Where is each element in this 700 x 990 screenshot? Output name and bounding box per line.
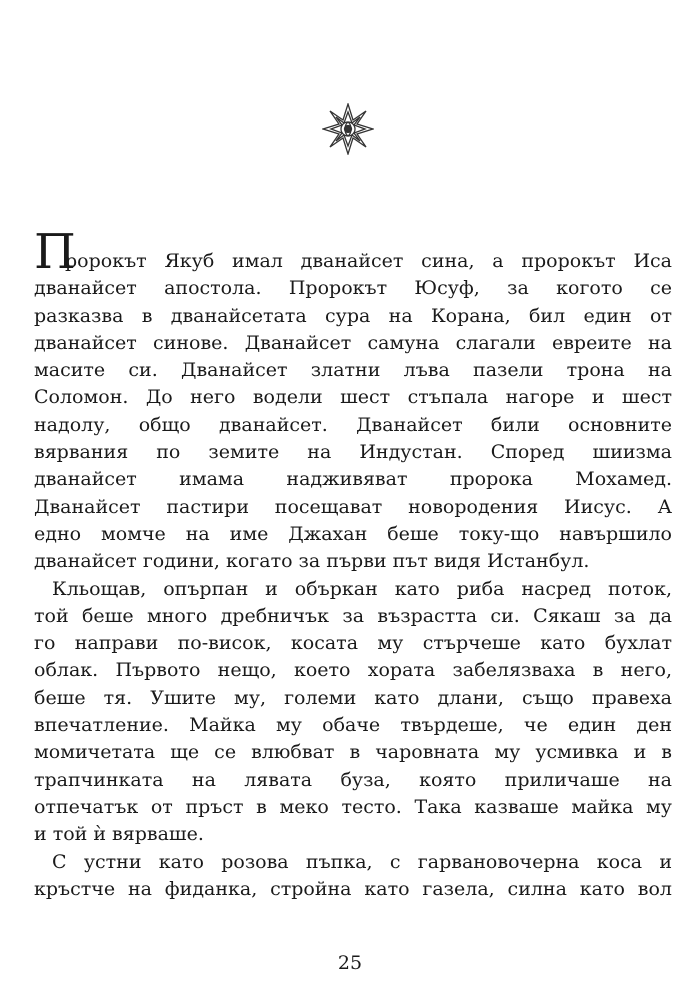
text-line: кръстче на фиданка, стройна като газела, силна като вол — [34, 877, 672, 900]
text-line: Дванайсет пастири посещават новородения Иисус. А — [34, 495, 672, 518]
paragraph-3 — [34, 849, 672, 904]
text-line: дванайсет имама надживяват пророка Мохамед. — [34, 468, 672, 491]
text-line: момичетата ще се влюбват в чаровната му усмивка и в — [34, 741, 672, 764]
body-text — [34, 224, 672, 903]
text-line: разказва в дванайсетата сура на Корана, бил един от — [34, 304, 672, 327]
text-line: трапчинката на лявата буза, която приличаше на — [34, 768, 672, 791]
text-line: дванайсет синове. Дванайсет самуна слагали евреите на — [34, 331, 672, 354]
drop-cap: П — [34, 224, 76, 280]
text-line: впечатление. Майка му обаче твърдеше, че един ден — [34, 714, 672, 737]
text-line: С устни като розова пъпка, с гарвановочерна коса и — [52, 850, 672, 873]
text-line: едно момче на име Джахан беше току-що навършило — [34, 522, 672, 545]
text-line: масите си. Дванайсет златни лъва пазели трона на — [34, 359, 672, 382]
text-line: вярвания по земите на Индустан. Според шиизма — [34, 441, 672, 464]
text-line: дванайсет апостола. Пророкът Юсуф, за когото се — [34, 277, 672, 300]
text-line: облак. Първото нещо, което хората забелязваха в него, — [34, 659, 672, 682]
text-line: Кльощав, опърпан и объркан като риба насред поток, — [52, 577, 672, 600]
text-line: и той ѝ вярваше. — [34, 823, 204, 846]
text-line: дванайсет години, когато за първи път видя Истанбул. — [34, 550, 590, 573]
text-line: Соломон. До него водели шест стъпала нагоре и шест — [34, 386, 672, 409]
page-number: 25 — [337, 952, 363, 974]
text-line: надолу, общо дванайсет. Дванайсет били основните — [34, 413, 672, 436]
paragraph-1 — [34, 224, 672, 576]
text-line: беше тя. Ушите му, големи като длани, също правеха — [34, 686, 672, 709]
floral-star-icon — [322, 103, 374, 155]
text-line: го направи по-висок, косата му стърчеше като бухлат — [34, 632, 672, 655]
text-line: отпечатък от пръст в меко тесто. Така казваше майка му — [34, 795, 672, 818]
text-line: той беше много дребничък за възрастта си. Сякаш за да — [34, 604, 672, 627]
paragraph-2 — [34, 576, 672, 849]
text-line: П ророкът Якуб имал дванайсет сина, а пророкът Иса — [34, 224, 672, 280]
